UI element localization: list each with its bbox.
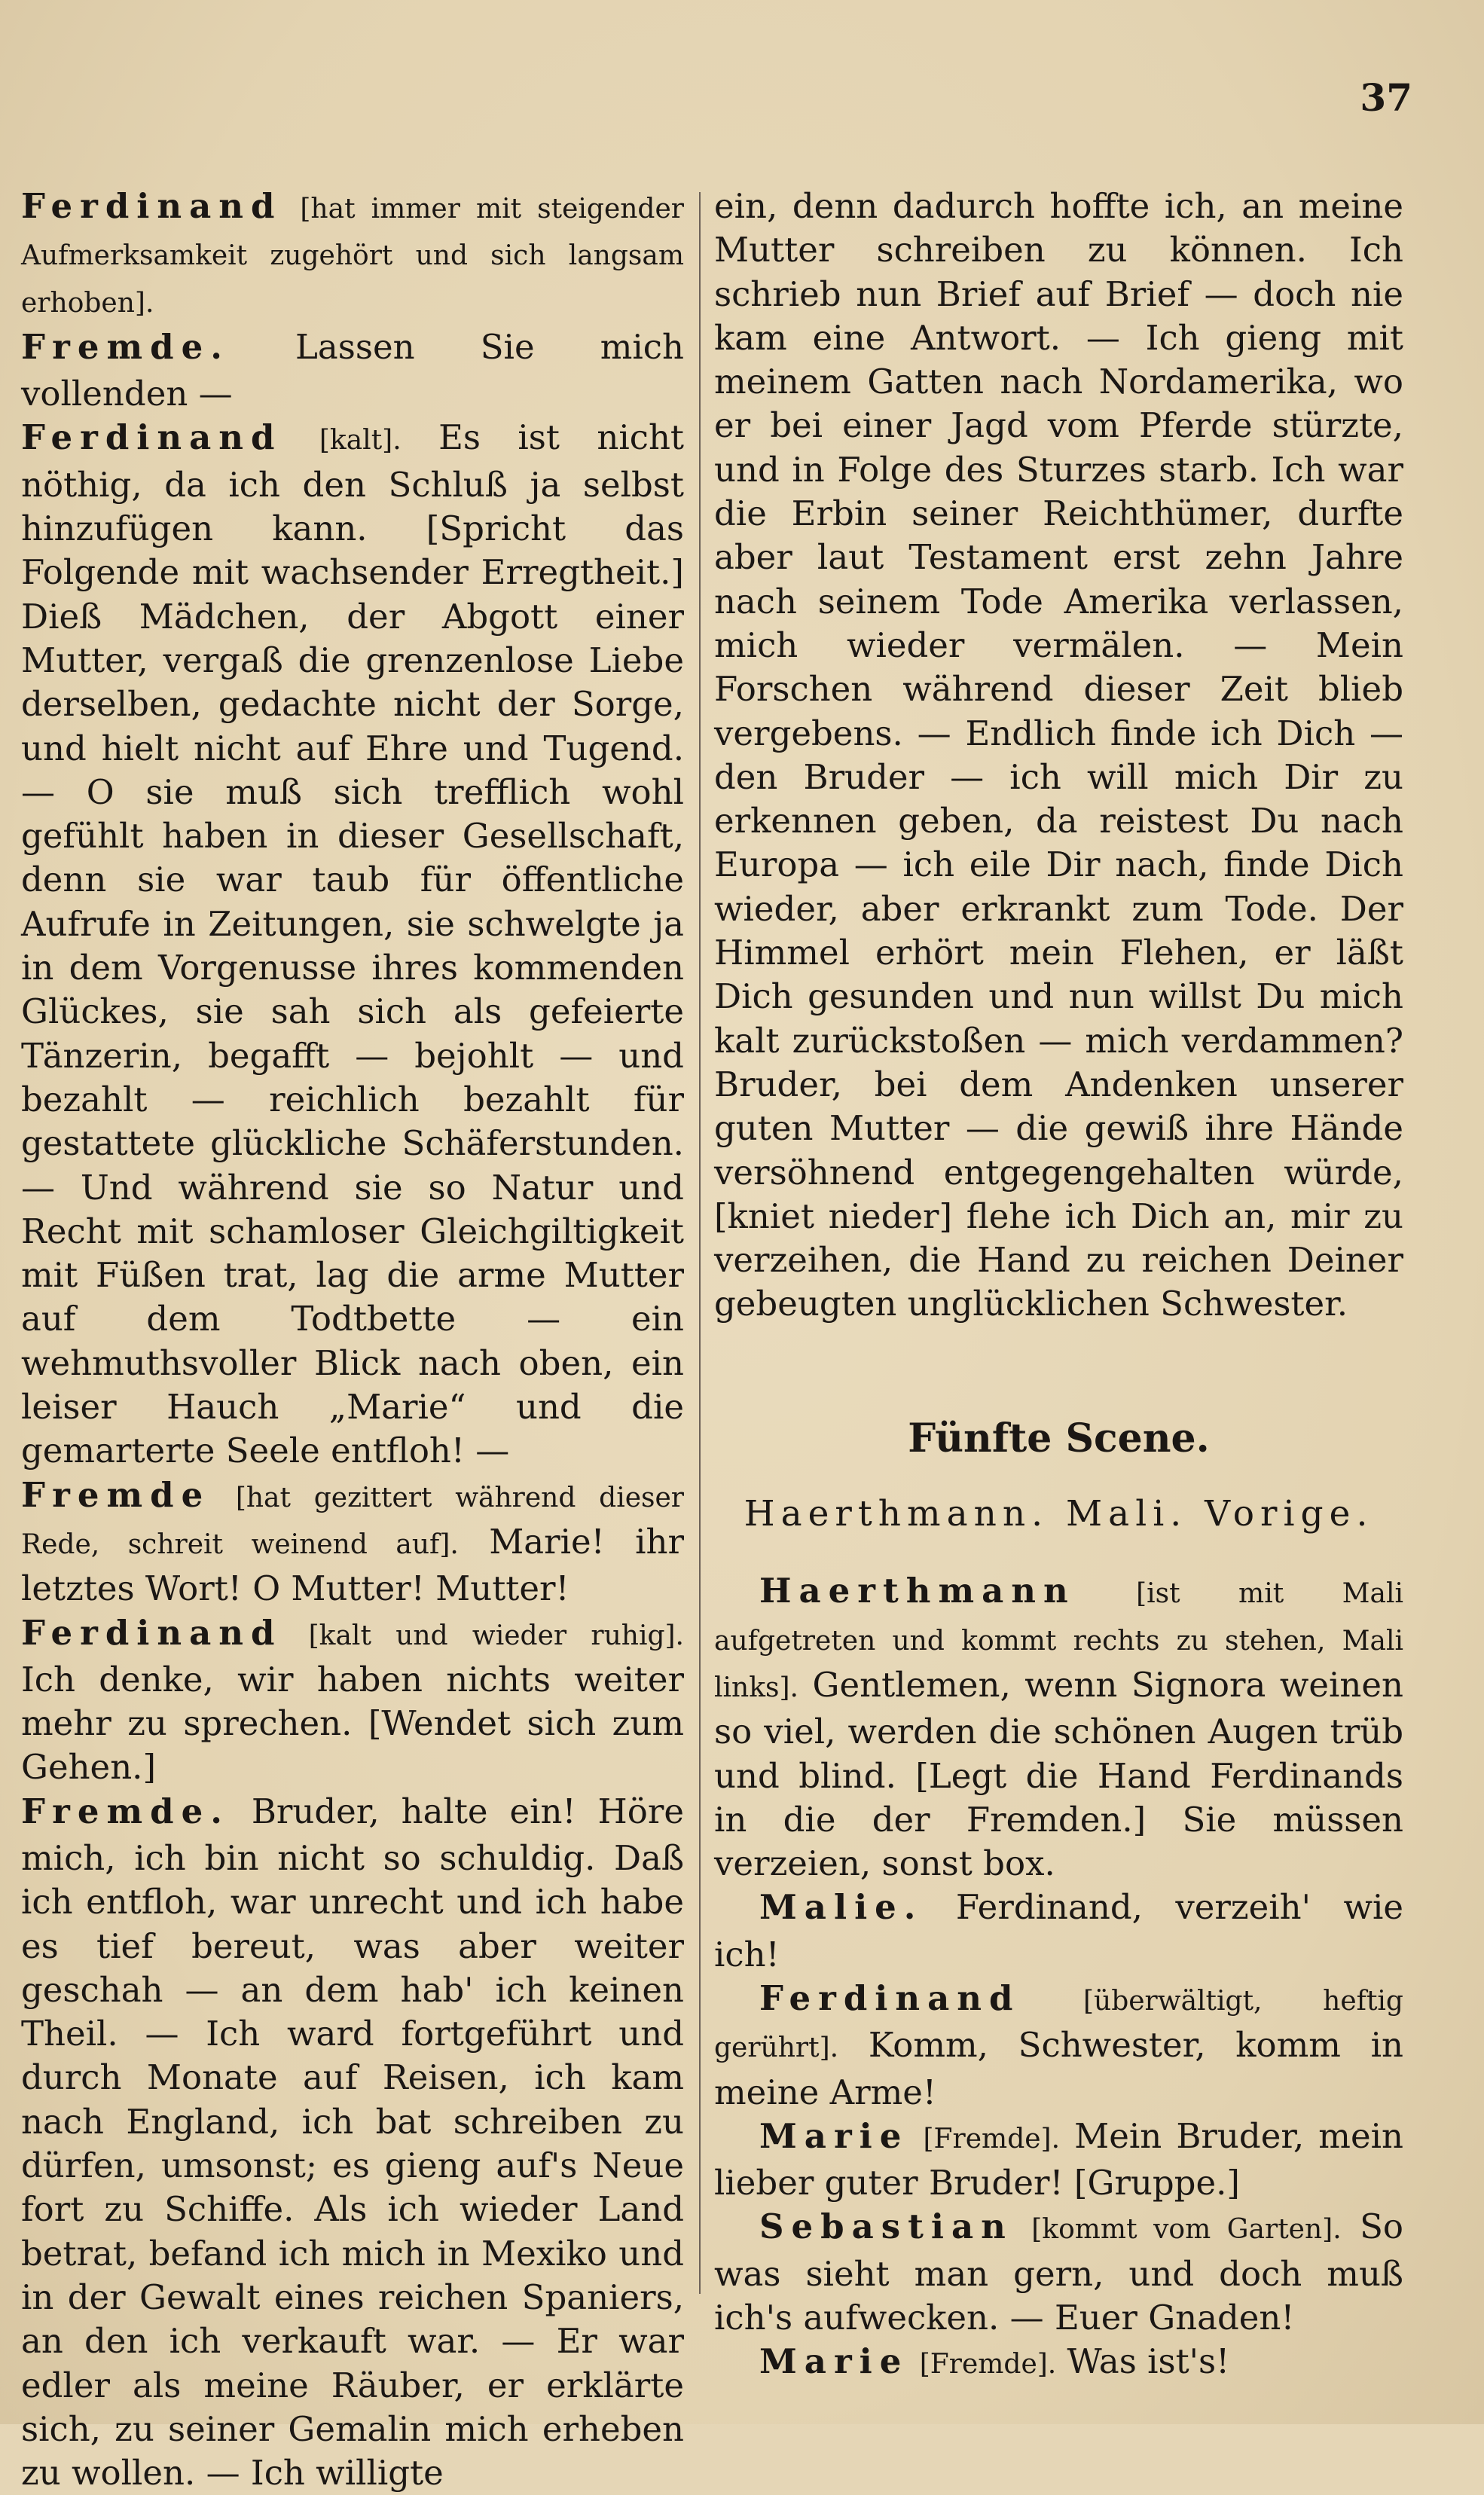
dialog-entry [21, 1473, 684, 1611]
dialog-text: Ich denke, wir haben nichts weiter mehr zu sprechen. [Wendet sich zum Gehen.] [21, 1659, 684, 1788]
speaker-name: Ferdinand [21, 186, 282, 226]
dialog-text: Komm, Schwester, komm in meine Arme! [714, 2025, 1403, 2112]
dialog-entry [714, 2340, 1403, 2387]
dialog-entry [714, 1886, 1403, 1977]
page-number: 37 [1360, 75, 1412, 120]
continuation-text: ein, denn dadurch hoffte ich, an meine Mutter schreiben zu können. Ich schrieb nun Brief auf Brief — doch nie kam eine Antwort. — Ich gieng mit meinem Gatten nach Nordamerika, wo er bei einer Jagd vom Pferde stürzte, und in Folge des Sturzes starb. Ich war die Erbin seiner Reichthümer, durfte aber laut Testament erst zehn Jahre nach seinem Tode Amerika verlassen, mich wieder vermälen. — Mein Forschen während dieser Zeit blieb vergebens. — Endlich finde ich Dich — den Bruder — ich will mich Dir zu erkennen geben, da reistest Du nach Europa — ich eile Dir nach, finde Dich wieder, aber erkrankt zum Tode. Der Himmel erhört mein Flehen, er läßt Dich gesunden und nun willst Du mich kalt zurückstoßen — mich verdammen? Bruder, bei dem Andenken unserer guten Mutter — die gewiß ihre Hände versöhnend entgegengehalten würde, [kniet nieder] flehe ich Dich an, mir zu verzeihen, die Hand zu reichen Deiner gebeugten unglücklichen Schwester. [714, 186, 1403, 1324]
column-divider [699, 192, 701, 2294]
dialog-entry [714, 1977, 1403, 2115]
dialog-text: Mein Bruder, mein lieber guter Bruder! [Gruppe.] [714, 2115, 1403, 2203]
speaker-name: Sebastian [759, 2206, 1013, 2247]
dialog-text: So was sieht man gern, und doch muß ich's aufwecken. — Euer Gnaden! [714, 2206, 1404, 2338]
stage-direction: [kalt]. [319, 425, 402, 457]
stage-direction: [ist mit Mali aufgetreten und kommt rechts zu stehen, Mali links]. [714, 1578, 1403, 1703]
speaker-name: Marie [759, 2341, 909, 2382]
stage-direction: [Fremde]. [923, 2123, 1061, 2154]
stage-direction: [überwältigt, heftig gerührt]. [714, 1985, 1403, 2064]
stage-direction: [kalt und wieder ruhig]. [308, 1620, 684, 1651]
speaker-name: Haerthmann [759, 1571, 1076, 1611]
speaker-name: Marie [759, 2115, 909, 2156]
speaker-name: Fremde. [21, 326, 230, 367]
dialog-entry [21, 185, 684, 325]
scene-cast: Haerthmann. Mali. Vorige. [744, 1493, 1374, 1535]
speaker-name: Fremde. [21, 1791, 230, 1831]
dialog-text: Marie! ihr letztes Wort! O Mutter! Mutter! [21, 1521, 684, 1609]
speaker-name: Ferdinand [21, 1612, 282, 1653]
speaker-name: Ferdinand [21, 417, 282, 458]
dialog-text: Lassen Sie mich vollenden — [21, 326, 684, 414]
dialog-entry [21, 1790, 684, 2495]
speaker-name: Ferdinand [759, 1977, 1021, 2018]
stage-direction: [hat immer mit steigender Aufmerksamkeit zugehört und sich langsam erhoben]. [21, 194, 684, 319]
dialog-entry [714, 2205, 1403, 2340]
stage-direction: [kommt vom Garten]. [1031, 2214, 1342, 2246]
dialog-entry [21, 416, 684, 1473]
scene-heading: Fünfte Scene. [908, 1415, 1210, 1461]
stage-direction: [hat gezittert während dieser Rede, schreit weinend auf]. [21, 1482, 684, 1560]
dialog-text: Gentlemen, wenn Signora weinen so viel, werden die schönen Augen trüb und blind. [Legt die Hand Ferdinands in die der Fremden.] Sie müssen verzeien, sonst box. [714, 1664, 1403, 1884]
dialog-entry [714, 1569, 1403, 1886]
dialog-text: Es ist nicht nöthig, da ich den Schluß ja selbst hinzufügen kann. [Spricht das Folgende mit wachsender Erregtheit.] Dieß Mädchen, der Abgott einer Mutter, vergaß die grenzenlose Liebe derselben, gedachte nicht der Sorge, und hielt nicht auf Ehre und Tugend. — O sie muß sich trefflich wohl gefühlt haben in dieser Gesellschaft, denn sie war taub für öffentliche Aufrufe in Zeitungen, sie schwelgte ja in dem Vorgenusse ihres kommenden Glückes, sie sah sich als gefeierte Tänzerin, begafft — bejohlt — und bezahlt — reichlich bezahlt für gestattete glückliche Schäferstunden. — Und während sie so Natur und Recht mit schamloser Gleichgiltigkeit mit Füßen trat, lag die arme Mutter auf dem Todtbette — ein wehmuthsvoller Blick nach oben, ein leiser Hauch „Marie“ und die gemarterte Seele entfloh! — [21, 417, 685, 1471]
left-column [21, 185, 684, 2495]
dialog-text: Bruder, halte ein! Höre mich, ich bin nicht so schuldig. Daß ich entfloh, war unrecht und ich habe es tief bereut, was aber weiter geschah — an dem hab' ich keinen Theil. — Ich ward fortgeführt und durch Monate auf Reisen, ich kam nach England, ich bat schreiben zu dürfen, umsonst; es gieng auf's Neue fort zu Schiffe. Als ich wieder Land betrat, befand ich mich in Mexiko und in der Gewalt eines reichen Spaniers, an den ich verkauft war. — Er war edler als meine Räuber, er erklärte sich, zu seiner Gemalin mich erheben zu wollen. — Ich willigte [21, 1791, 684, 2493]
stage-direction: [Fremde]. [919, 2349, 1057, 2380]
dialog-entry [714, 2115, 1403, 2206]
speaker-name: Malie. [759, 1887, 924, 1928]
dialog-entry [21, 325, 684, 417]
dialog-entry [21, 1611, 684, 1790]
dialog-text: Was ist's! [1067, 2341, 1230, 2382]
right-column [714, 185, 1403, 2387]
dialog-text: Ferdinand, verzeih' wie ich! [714, 1887, 1403, 1974]
speaker-name: Fremde [21, 1474, 211, 1515]
